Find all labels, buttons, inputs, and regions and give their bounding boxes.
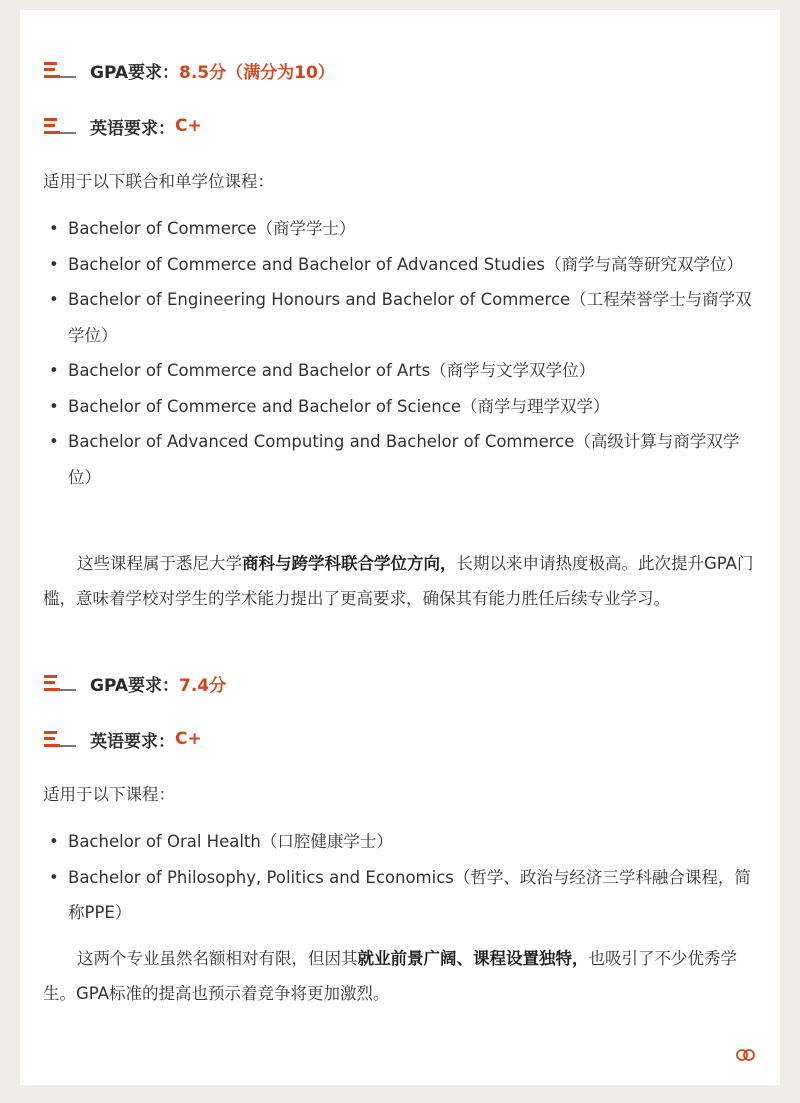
applicable-intro-2: 适用于以下课程： xyxy=(43,785,175,804)
gpa-label: GPA要求： xyxy=(90,62,180,83)
list-item: • Bachelor of Commerce and Bachelor of Science（商学与理学双学） xyxy=(43,389,758,425)
paragraph-text: 长期以来申请热度极高。此次提升GPA门槛，意味着学校对学生的学术能力提出了更高要求，确保其有能力胜任后续专业学习。 xyxy=(43,554,754,608)
paragraph-emphasis: 就业前景广阔、课程设置独特， xyxy=(357,949,589,968)
paragraph-emphasis: 商科与跨学科联合学位方向， xyxy=(242,554,457,573)
list-item: • Bachelor of Commerce and Bachelor of Advanced Studies（商学与高等研究双学位） xyxy=(43,247,758,283)
list-item: • Bachelor of Advanced Computing and Bachelor of Commerce（高级计算与商学双学位） xyxy=(43,424,758,495)
gpa-label: GPA要求： xyxy=(90,675,180,696)
course-list-1 xyxy=(43,211,758,495)
list-bars-icon xyxy=(43,116,77,136)
english-heading-1 xyxy=(43,112,202,140)
paragraph-text: 这些课程属于悉尼大学 xyxy=(77,554,242,573)
english-heading-2 xyxy=(43,725,202,753)
list-item: • Bachelor of Engineering Honours and Bachelor of Commerce（工程荣誉学士与商学双学位） xyxy=(43,282,758,353)
rings-logo-icon xyxy=(734,1048,758,1062)
gpa-value: 7.4分 xyxy=(179,675,227,696)
paragraph-text: 这两个专业虽然名额相对有限，但因其 xyxy=(77,949,358,968)
english-value: C+ xyxy=(175,116,202,136)
list-bars-icon xyxy=(43,673,77,693)
description-paragraph-1 xyxy=(43,546,758,616)
list-item: • Bachelor of Commerce and Bachelor of Arts（商学与文学双学位） xyxy=(43,353,758,389)
list-item: • Bachelor of Oral Health（口腔健康学士） xyxy=(43,824,758,860)
list-bars-icon xyxy=(43,60,77,80)
course-list-2 xyxy=(43,824,758,931)
english-value: C+ xyxy=(175,729,202,749)
gpa-heading-1 xyxy=(43,56,335,84)
list-item: • Bachelor of Commerce（商学学士） xyxy=(43,211,758,247)
list-item: • Bachelor of Philosophy, Politics and Economics（哲学、政治与经济三学科融合课程，简称PPE） xyxy=(43,860,758,931)
article-card xyxy=(20,10,780,1085)
applicable-intro-1: 适用于以下联合和单学位课程： xyxy=(43,172,274,191)
english-label: 英语要求： xyxy=(90,731,175,752)
gpa-value: 8.5分（满分为10） xyxy=(179,62,335,83)
english-label: 英语要求： xyxy=(90,118,175,139)
description-paragraph-2 xyxy=(43,941,758,1011)
list-bars-icon xyxy=(43,729,77,749)
gpa-heading-2 xyxy=(43,669,226,697)
paragraph-text: 也吸引了不少优秀学生。GPA标准的提高也预示着竞争将更加激烈。 xyxy=(43,949,737,1003)
